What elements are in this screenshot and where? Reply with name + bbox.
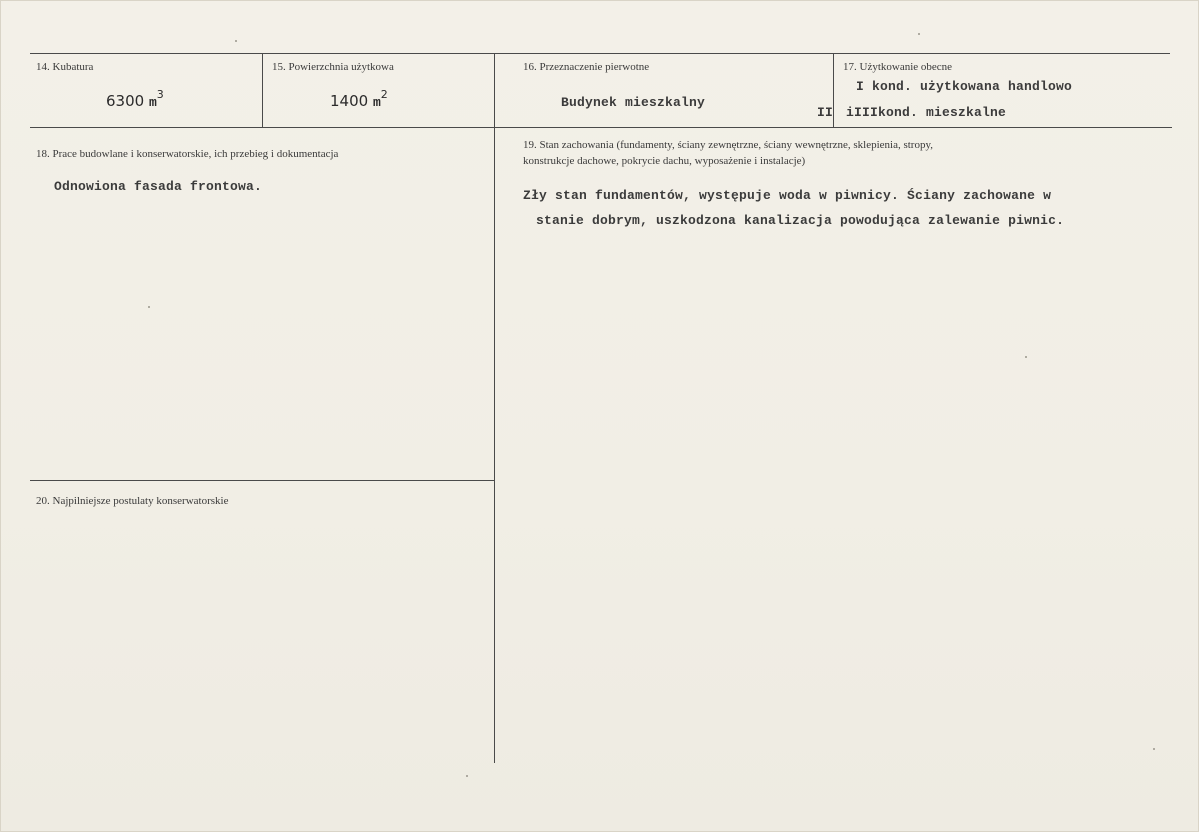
field-15-label: 15. Powierzchnia użytkowa xyxy=(272,61,394,73)
field-17-line1: I kond. użytkowana handlowo xyxy=(856,79,1073,94)
field-14-label: 14. Kubatura xyxy=(36,61,94,73)
paper-speck xyxy=(918,33,920,35)
field-19-line1: Zły stan fundamentów, występuje woda w piwnicy. Ściany zachowane w xyxy=(523,188,1052,203)
row-rule-2 xyxy=(30,480,494,481)
field-18-label: 18. Prace budowlane i konserwatorskie, ich przebieg i dokumentacja xyxy=(36,148,339,160)
field-14-exponent: 3 xyxy=(156,88,164,101)
field-16-label: 16. Przeznaczenie pierwotne xyxy=(523,61,650,73)
col-divider-1 xyxy=(262,53,263,127)
row-rule-1 xyxy=(30,127,1172,128)
field-19-label-line1: 19. Stan zachowania (fundamenty, ściany zewnętrzne, ściany wewnętrzne, sklepienia, stropy, xyxy=(523,139,934,151)
field-17-line2: iIIIkond. mieszkalne xyxy=(846,105,1007,120)
field-15-number: 1400 xyxy=(330,92,369,110)
top-rule xyxy=(30,53,1170,54)
field-15-unit: m xyxy=(372,95,381,110)
field-14-unit: m xyxy=(148,95,157,110)
paper-speck xyxy=(466,775,468,777)
field-15-value xyxy=(330,90,388,110)
field-14-number: 6300 xyxy=(106,92,145,110)
paper-speck xyxy=(235,40,237,42)
field-16-value: Budynek mieszkalny xyxy=(561,95,706,110)
field-19-label-line2: konstrukcje dachowe, pokrycie dachu, wyposażenie i instalacje) xyxy=(523,155,806,167)
field-19-line2: stanie dobrym, uszkodzona kanalizacja powodująca zalewanie piwnic. xyxy=(536,213,1065,228)
paper-speck xyxy=(1025,356,1027,358)
field-14-value xyxy=(106,90,164,110)
field-20-label: 20. Najpilniejsze postulaty konserwatorskie xyxy=(36,495,229,507)
field-15-exponent: 2 xyxy=(380,88,388,101)
field-17-label: 17. Użytkowanie obecne xyxy=(843,61,953,73)
col-divider-3 xyxy=(833,53,834,127)
paper-speck xyxy=(148,306,150,308)
field-18-value: Odnowiona fasada frontowa. xyxy=(54,179,263,194)
col-divider-2 xyxy=(494,53,495,763)
field-17-line2-prefix: II xyxy=(817,105,834,120)
paper-speck xyxy=(1153,748,1155,750)
